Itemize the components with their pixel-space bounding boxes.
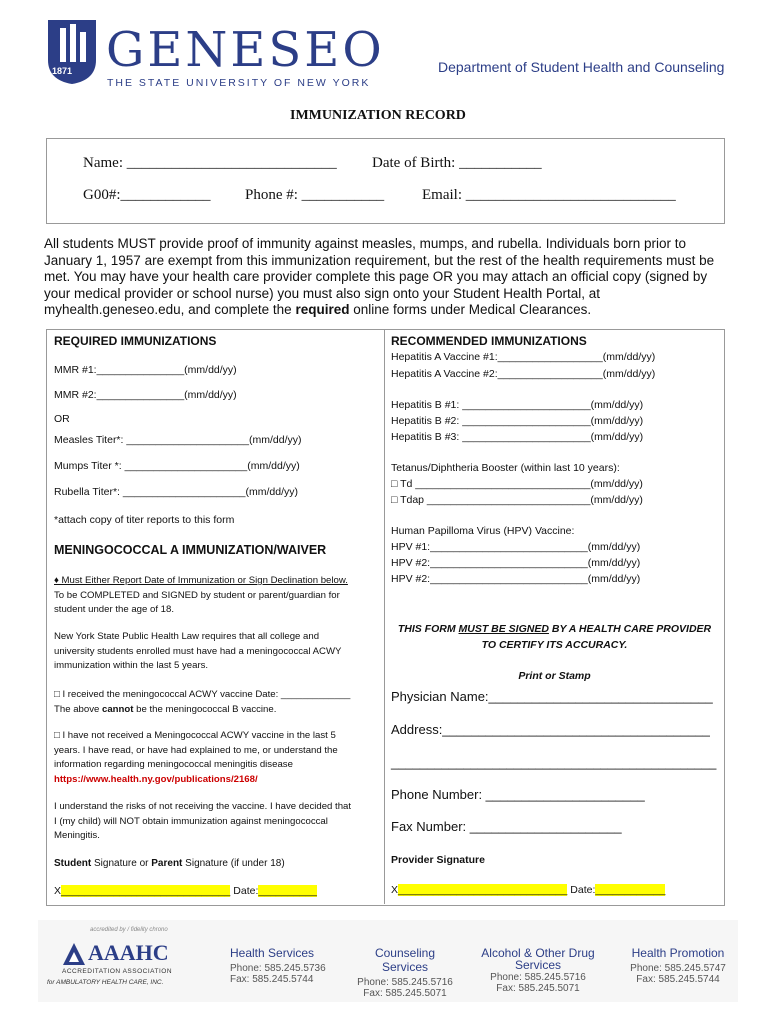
footer-aod-services [478, 946, 598, 994]
service-phone: Phone: 585.245.5736 [230, 963, 326, 974]
logo-subtitle: THE STATE UNIVERSITY OF NEW YORK [107, 77, 371, 89]
mmr2-field[interactable]: MMR #2:_______________(mm/dd/yy) [54, 389, 237, 401]
recommended-heading: RECOMMENDED IMMUNIZATIONS [391, 334, 587, 348]
column-divider [384, 329, 385, 904]
prov-date-label: Date: [570, 884, 596, 896]
intro-bold: required [295, 302, 350, 317]
option-received-note [54, 703, 380, 718]
law-line-3: immunization within the last 5 years. [54, 660, 209, 671]
service-phone: Phone: 585.245.5747 [630, 963, 726, 974]
footer-health-services [230, 946, 326, 985]
meningococcal-instructions [54, 574, 380, 618]
sig-end: Signature (if under 18) [185, 858, 285, 869]
mumps-titer-field[interactable]: Mumps Titer *: _____________________(mm/dd/yy) [54, 460, 300, 472]
sig-x: X [54, 885, 62, 897]
service-fax: Fax: 585.245.5744 [230, 974, 314, 985]
footer-counseling-services [355, 946, 455, 999]
hepb2-field[interactable]: Hepatitis B #2: ______________________(mm/dd/yy) [391, 415, 644, 427]
intro-paragraph [44, 236, 724, 319]
mmr1-field[interactable]: MMR #1:_______________(mm/dd/yy) [54, 364, 237, 376]
risk-line-1: I understand the risks of not receiving the vaccine. I have decided that [54, 801, 352, 812]
risk-line-3: Meningitis. [54, 830, 100, 841]
aaahc-subtitle-1: ACCREDITATION ASSOCIATION [62, 968, 173, 975]
parent-word: Parent [151, 858, 183, 869]
hpv3-field[interactable]: HPV #2:___________________________(mm/dd/yy) [391, 573, 641, 585]
option-declined[interactable] [54, 729, 380, 787]
certify-line-2: TO CERTIFY ITS ACCURACY. [481, 639, 628, 651]
declined-line-3: information regarding meningococcal meningitis disease [54, 759, 293, 770]
personal-info-box [46, 138, 725, 224]
service-phone: Phone: 585.245.5716 [357, 977, 453, 988]
email-field[interactable]: Email: ____________________________ [422, 187, 676, 203]
tdap-field[interactable]: □ Tdap ____________________________(mm/dd/yy) [391, 494, 643, 506]
service-fax: Fax: 585.245.5071 [496, 983, 580, 994]
certify-post: BY A HEALTH CARE PROVIDER [551, 623, 712, 635]
student-signature-label [54, 858, 285, 869]
certify-underline: MUST BE SIGNED [458, 623, 549, 635]
student-word: Student [54, 858, 92, 869]
declined-line-2: years. I have read, or have had explained to me, or understand the [54, 744, 338, 756]
hpv1-field[interactable]: HPV #1:___________________________(mm/dd/yy) [391, 541, 641, 553]
provider-signature-field[interactable] [391, 884, 665, 896]
certify-line-1 [386, 621, 723, 637]
titer-note: *attach copy of titer reports to this form [54, 514, 235, 526]
name-field[interactable]: Name: ____________________________ [83, 155, 337, 171]
hepa1-field[interactable]: Hepatitis A Vaccine #1:__________________(mm/dd/yy) [391, 351, 656, 363]
intro-end: online forms under Medical Clearances. [353, 302, 592, 317]
aaahc-triangle-icon [62, 942, 86, 966]
rubella-titer-field[interactable]: Rubella Titer*: _____________________(mm/dd/yy) [54, 486, 298, 498]
physician-name-field[interactable]: Physician Name:_______________________________ [391, 689, 713, 704]
service-phone: Phone: 585.245.5716 [490, 972, 586, 983]
option-received[interactable] [54, 688, 380, 717]
print-or-stamp: Print or Stamp [518, 670, 591, 682]
service-fax: Fax: 585.245.5744 [636, 974, 720, 985]
instruction-line-3: student under the age of 18. [54, 604, 175, 615]
hpv2-field[interactable]: HPV #2:___________________________(mm/dd/yy) [391, 557, 641, 569]
required-heading: REQUIRED IMMUNIZATIONS [54, 334, 217, 348]
measles-titer-field[interactable]: Measles Titer*: _____________________(mm/dd/yy) [54, 434, 302, 446]
risk-line-2: I (my child) will NOT obtain immunization against meningococcal [54, 815, 328, 827]
sig-line: _____________________________ [61, 885, 231, 897]
hepb3-field[interactable]: Hepatitis B #3: ______________________(mm/dd/yy) [391, 431, 644, 443]
phone-field[interactable]: Phone #: ___________ [245, 187, 385, 203]
service-name: Alcohol & Other Drug [481, 946, 595, 960]
service-name: Counseling Services [374, 946, 436, 974]
law-line-2: university students enrolled must have had a meningococcal ACWY [54, 645, 342, 657]
prov-sig-line: _____________________________ [398, 884, 568, 896]
service-fax: Fax: 585.245.5071 [363, 988, 447, 999]
td-field[interactable]: □ Td ______________________________(mm/dd/yy) [391, 478, 643, 490]
certify-notice [386, 621, 723, 653]
certify-pre: THIS FORM [397, 623, 456, 635]
aaahc-subtitle-2: for AMBULATORY HEALTH CARE, INC. [47, 979, 164, 986]
prov-sig-x: X [391, 884, 399, 896]
service-name: Health Services [230, 946, 315, 960]
or-label: OR [54, 413, 70, 425]
risk-paragraph [54, 800, 380, 844]
instruction-line-2: To be COMPLETED and SIGNED by student or parent/guardian for [54, 589, 340, 601]
option-received-line: □ I received the meningococcal ACWY vaccine Date: _____________ [54, 689, 351, 700]
hepa2-field[interactable]: Hepatitis A Vaccine #2:__________________(mm/dd/yy) [391, 368, 656, 380]
form-title: IMMUNIZATION RECORD [290, 108, 466, 123]
service-name-2: Services [514, 958, 561, 972]
intro-text: All students MUST provide proof of immunity against measles, mumps, and rubella. Individuals born prior to January 1, 1957 are exempt from this immunization requirement, but the rest of the health requirements must be met. You may have your health care provider complete this page OR you may attach an official copy (signed by your medical provider or school nurse) you must also sign onto your Student Health Portal, at myhealth.geneseo.edu, and complete the [44, 236, 715, 317]
aaahc-logo: AAAHC [88, 940, 169, 965]
note-post: be the meningococcal B vaccine. [136, 703, 277, 715]
logo-year: 1871 [52, 66, 73, 76]
meningococcal-heading: MENINGOCOCCAL A IMMUNIZATION/WAIVER [54, 543, 327, 557]
date-line: __________ [258, 885, 317, 897]
footer-health-promotion [628, 946, 728, 985]
instruction-line-1: ♦ Must Either Report Date of Immunization or Sign Declination below. [54, 575, 348, 586]
phone-number-field[interactable]: Phone Number: ______________________ [391, 787, 645, 802]
declined-line-1: □ I have not received a Meningococcal ACWY vaccine in the last 5 [54, 730, 336, 741]
logo-name: GENESEO [106, 22, 385, 78]
g00-field[interactable]: G00#:____________ [83, 187, 211, 203]
provider-signature-label: Provider Signature [391, 854, 485, 866]
law-paragraph [54, 630, 380, 674]
law-line-1: New York State Public Health Law requires that all college and [54, 631, 320, 642]
date-label: Date: [233, 885, 259, 897]
fax-number-field[interactable]: Fax Number: _____________________ [391, 819, 622, 834]
accredited-text: accredited by / fidelity chrono [90, 927, 168, 933]
tetanus-label: Tetanus/Diphtheria Booster (within last 10 years): [391, 462, 620, 474]
student-signature-field[interactable] [54, 885, 317, 897]
department-name: Department of Student Health and Counseling [438, 59, 725, 75]
dob-field[interactable]: Date of Birth: ___________ [372, 155, 542, 171]
health-ny-link[interactable]: https://www.health.ny.gov/publications/2168/ [54, 773, 258, 785]
prov-date-line: ____________ [595, 884, 666, 896]
note-bold: cannot [102, 703, 134, 715]
note-pre: The above [54, 703, 100, 715]
address-line-2[interactable]: _____________________________________________ [391, 755, 717, 770]
sig-mid: Signature or [94, 858, 149, 869]
service-name: Health Promotion [631, 946, 725, 960]
hpv-label: Human Papilloma Virus (HPV) Vaccine: [391, 525, 575, 537]
address-field[interactable]: Address:_____________________________________ [391, 722, 710, 737]
hepb1-field[interactable]: Hepatitis B #1: ______________________(mm/dd/yy) [391, 399, 644, 411]
